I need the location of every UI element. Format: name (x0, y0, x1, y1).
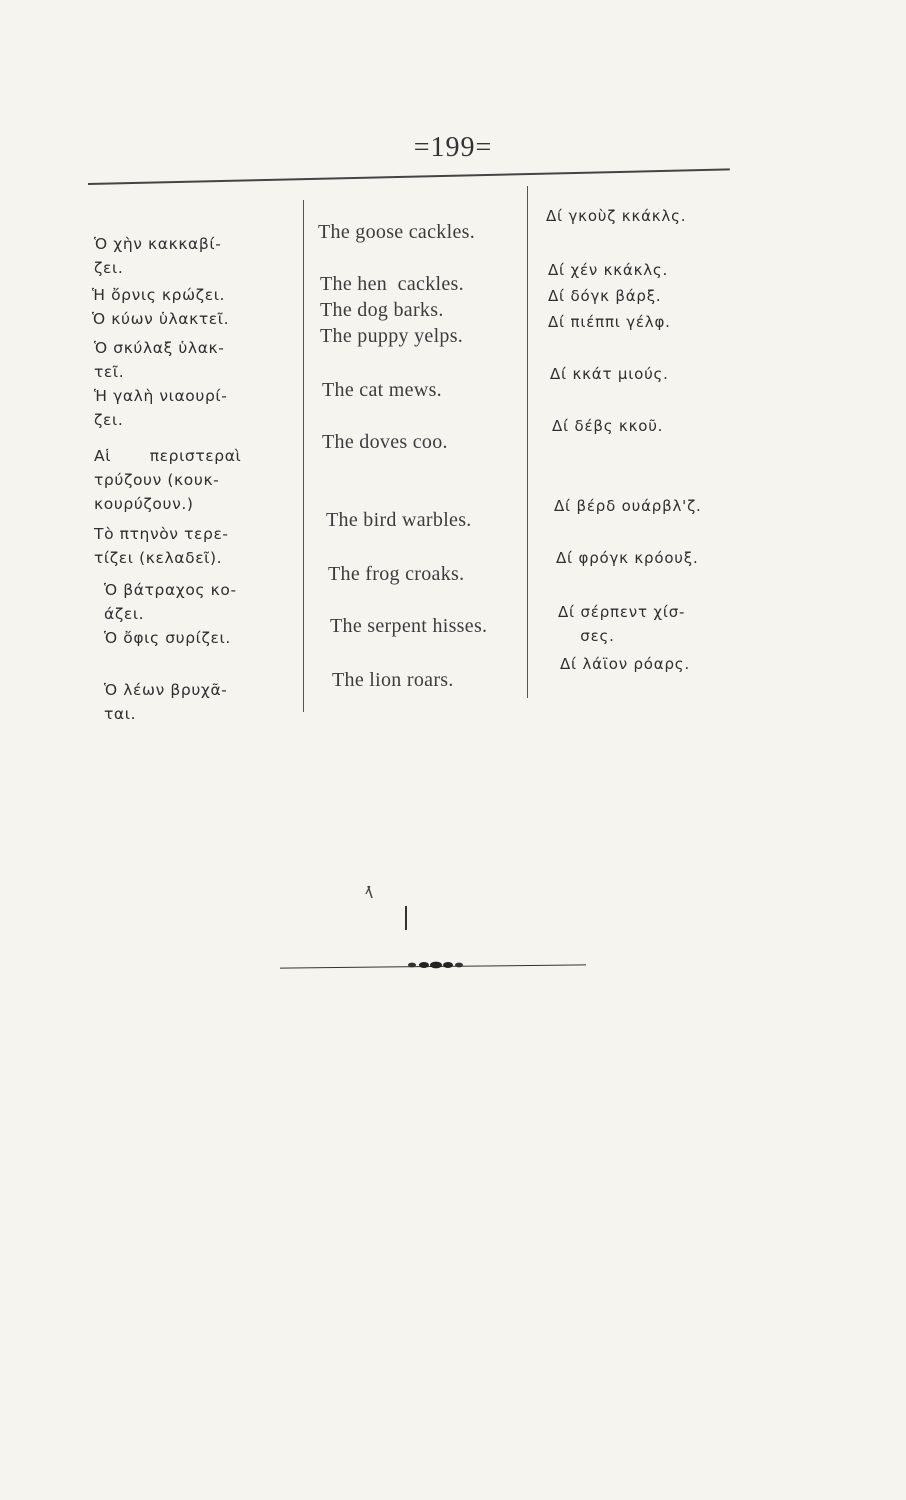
greek-text-cat: Ἡ γαλὴ νιαουρί- ζει. (94, 387, 228, 429)
greek-text-frog: Ὁ βάτραχος κο- άζει. (104, 581, 237, 623)
greek-text-bird: Τὸ πτηνὸν τερε- τίζει (κελαδεῖ). (94, 525, 229, 567)
greek-text-hen: Ἡ ὄρνις κρώζει. (92, 286, 226, 304)
english-text-dog: The dog barks. (320, 299, 444, 321)
translit-text-serpent: Δί σέρπεντ χίσ- σες. (558, 603, 686, 645)
greek-text-lion: Ὁ λέων βρυχᾶ- ται. (104, 681, 228, 723)
ornament-divider (398, 958, 474, 972)
english-text-bird: The bird warbles. (326, 509, 472, 531)
english-text-puppy: The puppy yelps. (320, 325, 464, 347)
ink-mark (362, 882, 422, 934)
page-number: =199= (413, 132, 493, 163)
column-divider-right (527, 186, 528, 698)
top-rule (88, 168, 730, 185)
greek-text-doves: Αἱ περιστεραὶ τρύζουν (κουκ- κουρύζουν.) (94, 447, 242, 513)
translit-text-bird: Δί βέρδ ουάρβλ'ζ. (554, 497, 702, 515)
greek-text-serpent: Ὁ ὄφις συρίζει. (104, 629, 231, 647)
english-text-lion: The lion roars. (332, 669, 454, 691)
translit-text-hen: Δί χέν κκάκλς. (548, 261, 669, 279)
english-text-hen: The hen cackles. (320, 273, 464, 295)
translit-text-cat: Δί κκάτ μιούς. (550, 365, 669, 383)
english-text-goose: The goose cackles. (318, 221, 476, 243)
english-text-cat: The cat mews. (322, 379, 442, 401)
greek-text-dog: Ὁ κύων ὑλακτεῖ. (92, 310, 230, 328)
translit-text-dog: Δί δόγκ βάρξ. (548, 287, 662, 305)
translit-text-doves: Δί δέβς κκοῦ. (552, 417, 664, 435)
greek-text-goose: Ὁ χὴν κακκαβί- ζει. (94, 235, 222, 277)
translit-text-puppy: Δί πιέππι γέλφ. (548, 313, 671, 331)
translit-text-frog: Δί φρόγκ κρόουξ. (556, 549, 699, 567)
translit-text-lion: Δί λάϊον ρόαρς. (560, 655, 690, 673)
english-text-frog: The frog croaks. (328, 563, 465, 585)
english-text-serpent: The serpent hisses. (330, 615, 488, 637)
greek-text-puppy: Ὁ σκύλαξ ὑλακ- τεῖ. (94, 339, 225, 381)
column-divider-left (303, 200, 304, 712)
translit-text-goose: Δί γκοὺζ κκάκλς. (546, 207, 687, 225)
english-text-doves: The doves coo. (322, 431, 448, 453)
